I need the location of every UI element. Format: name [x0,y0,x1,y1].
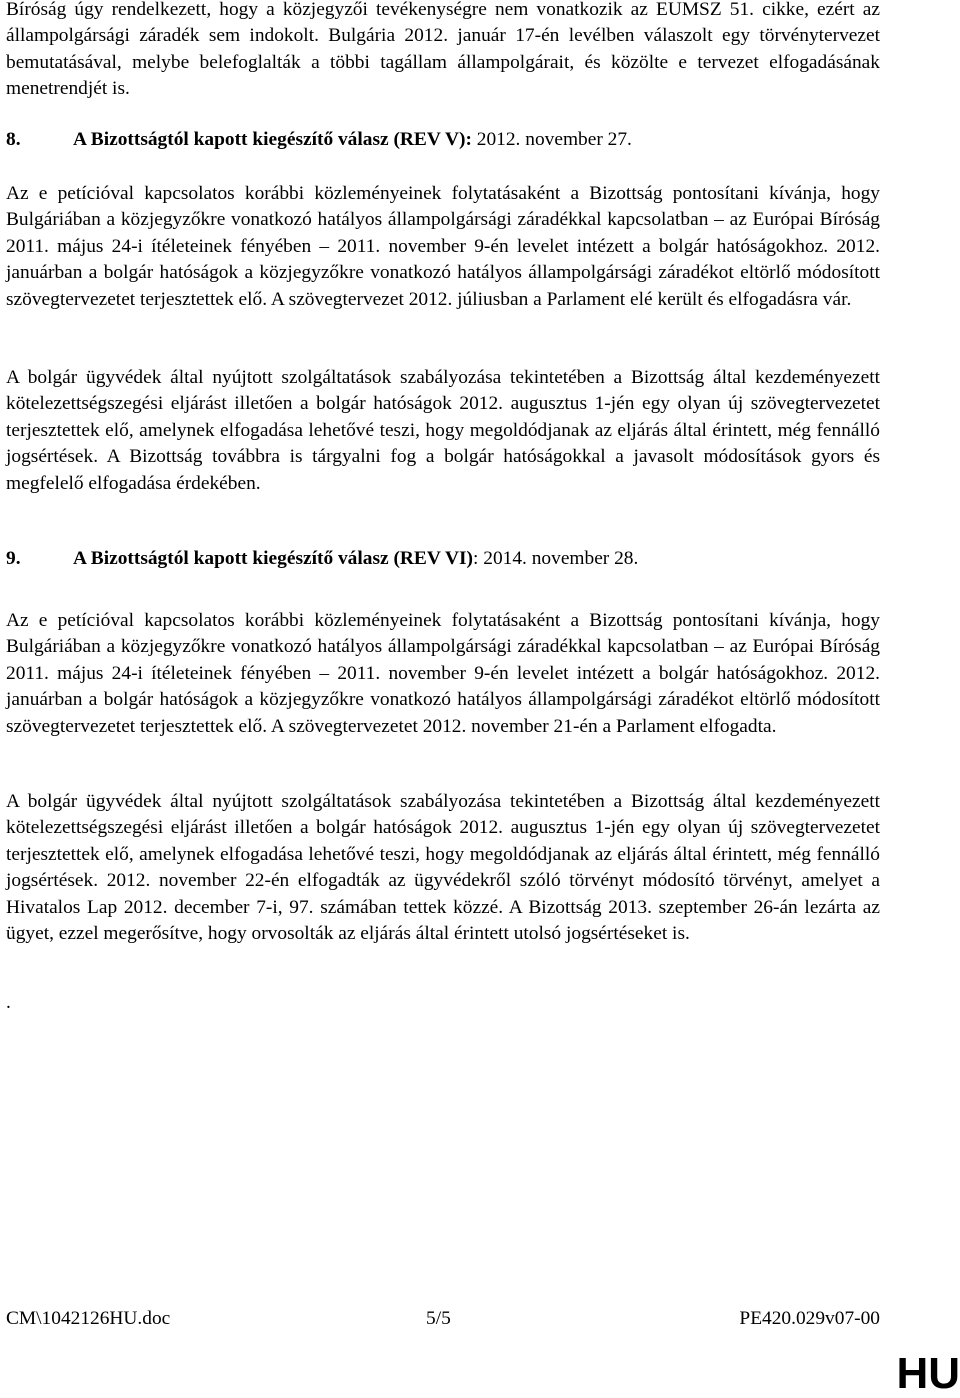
section-9-number: 9. [6,548,21,569]
footer-pe-ref: PE420.029v07-00 [739,1308,880,1329]
footer-doc-ref: CM\1042126HU.doc [6,1308,171,1329]
section-9-paragraph-1: Az e petícióval kapcsolatos korábbi közleményeinek folytatásaként a Bizottság pontosítani kívánja, hogy Bulgáriában a közjegyzőkre vonatkozó hatályos állampolgársági záradékkal kapcsolatban – az Európai Bíróság 2011. május 24-i ítéleteinek fényében – 2011. november 9-én levelet intézett a bolgár hatóságokhoz. 2012. januárban a bolgár hatóságok a közjegyzőkre vonatkozó hatályos állampolgársági záradékot eltörlő módosított szövegtervezetet terjesztettek elő. A szövegtervezetet 2012. november 21-én a Parlament elfogadta. [6,610,880,737]
section-8-paragraph-2: A bolgár ügyvédek által nyújtott szolgáltatások szabályozása tekintetében a Bizottság által kezdeményezett kötelezettségszegési eljárást illetően a bolgár hatóságok 2012. augusztus 1-jén egy olyan új szövegtervezetet terjesztettek elő, amelynek elfogadása lehetővé teszi, hogy megoldódjanak az eljárás által érintett, még fennálló jogsértések. A Bizottság továbbra is tárgyalni fog a bolgár hatóságokkal a javasolt módosítások gyors és megfelelő elfogadása érdekében. [6,367,880,494]
section-9-date: : 2014. november 28. [473,548,639,569]
footer-page-number: 5/5 [426,1308,451,1329]
section-8-title: A Bizottságtól kapott kiegészítő válasz (REV V): [73,129,472,150]
section-8-paragraph-1: Az e petícióval kapcsolatos korábbi közleményeinek folytatásaként a Bizottság pontosítani kívánja, hogy Bulgáriában a közjegyzőkre vonatkozó hatályos állampolgársági záradékkal kapcsolatban – az Európai Bíróság 2011. május 24-i ítéleteinek fényében – 2011. november 9-én levelet intézett a bolgár hatóságokhoz. 2012. januárban a bolgár hatóságok a közjegyzőkre vonatkozó hatályos állampolgársági záradékot eltörlő módosított szövegtervezetet terjesztettek elő. A szövegtervezet 2012. júliusban a Parlament elé került és elfogadásra vár. [6,183,880,310]
language-code: HU [896,1349,960,1398]
section-8-heading [6,127,632,153]
intro-paragraph: Bíróság úgy rendelkezett, hogy a közjegyzői tevékenységre nem vonatkozik az EUMSZ 51. cikke, ezért az állampolgársági záradék sem indokolt. Bulgária 2012. január 17-én levélben válaszolt egy törvénytervezet bemutatásával, melybe belefoglalták a többi tagállam állampolgárait, és közölte e tervezet elfogadásának menetrendjét is. [6,0,880,100]
section-9-paragraph-2: A bolgár ügyvédek által nyújtott szolgáltatások szabályozása tekintetében a Bizottság által kezdeményezett kötelezettségszegési eljárást illetően a bolgár hatóságok 2012. augusztus 1-jén egy olyan új szövegtervezetet terjesztettek elő, amelynek elfogadása lehetővé teszi, hogy megoldódjanak az eljárás által érintett, még fennálló jogsértések. 2012. november 22-én elfogadták az ügyvédekről szóló törvényt módosító törvényt, amelyet a Hivatalos Lap 2012. december 7-i, 97. számában tettek közzé. A Bizottság 2013. szeptember 26-án lezárta az ügyet, ezzel megerősítve, hogy orvosolták az eljárás által érintett utolsó jogsértéseket is. [6,791,880,945]
section-9-title: A Bizottságtól kapott kiegészítő válasz (REV VI) [73,548,474,569]
section-8-date: 2012. november 27. [471,129,632,150]
trailing-mark: . [6,992,11,1013]
section-8-number: 8. [6,129,21,150]
section-9-heading [6,546,638,572]
